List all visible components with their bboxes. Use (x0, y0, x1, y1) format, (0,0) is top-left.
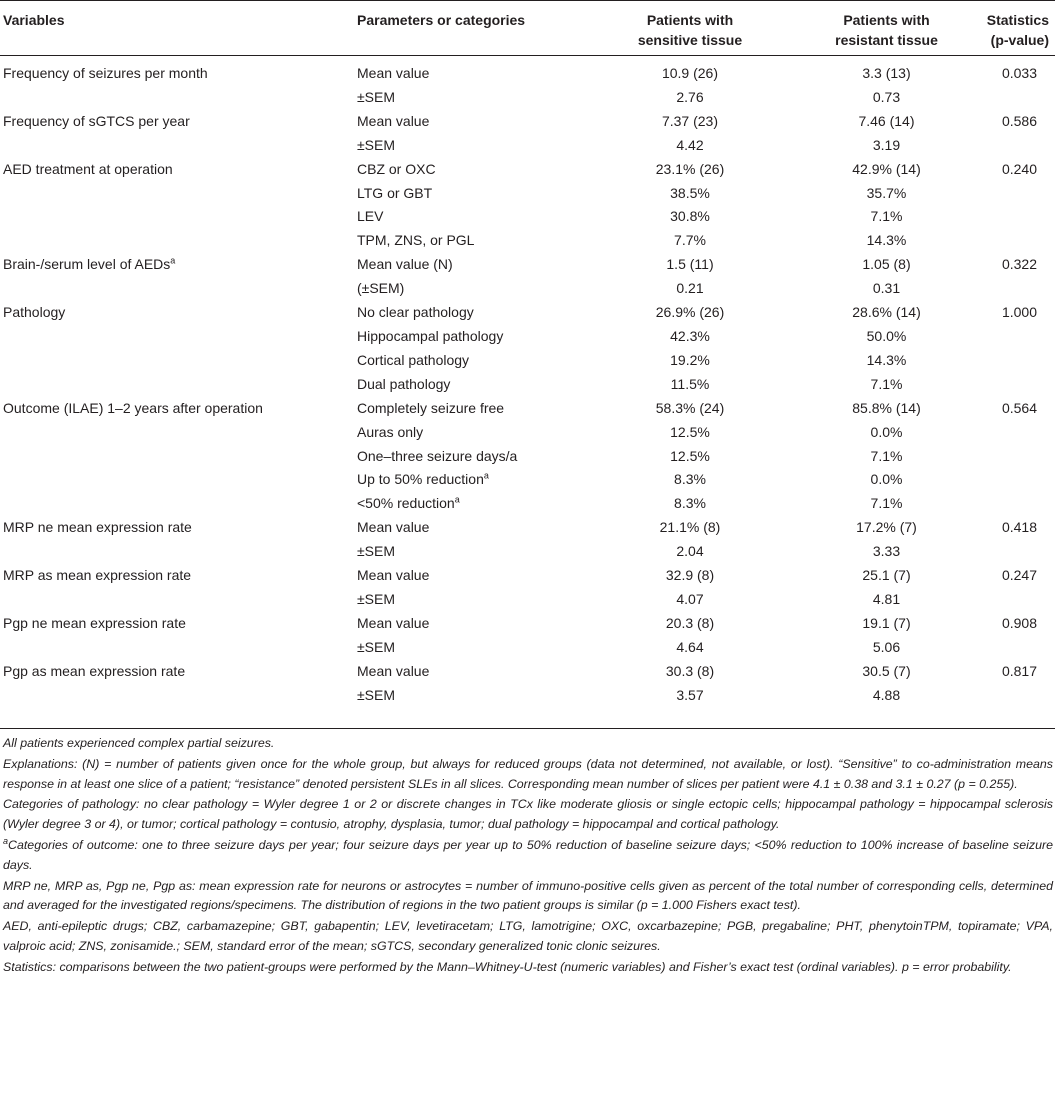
variable-cell (0, 229, 357, 253)
footnote: Statistics: comparisons between the two patient-groups were performed by the Mann–Whitney-U-test (numeric variables) and Fisher’s exact test (ordinal variables). p = error probability. (3, 959, 1012, 974)
table-row (0, 301, 1055, 325)
pvalue-cell (968, 588, 1055, 612)
pvalue-cell (968, 636, 1055, 660)
resistant-cell: 19.1 (7) (862, 614, 911, 631)
sensitive-cell: 8.3% (674, 495, 706, 512)
parameter-cell: Auras only (357, 423, 424, 440)
sensitive-cell: 2.76 (676, 88, 704, 105)
variable-cell (0, 684, 357, 708)
parameter-cell: ±SEM (357, 590, 396, 607)
table-row (0, 205, 1055, 229)
pvalue-cell (968, 373, 1055, 397)
resistant-cell: 25.1 (7) (862, 567, 911, 584)
table-row (0, 86, 1055, 110)
resistant-cell: 85.8% (14) (852, 399, 921, 416)
header-resistant: Patients with resistant tissue (835, 12, 938, 48)
pvalue-cell: 0.908 (1001, 614, 1037, 631)
pvalue-cell: 0.247 (1001, 567, 1037, 584)
sensitive-cell: 4.07 (676, 590, 704, 607)
parameter-cell: ±SEM (357, 686, 396, 703)
variable-cell (0, 373, 357, 397)
variable-cell (0, 205, 357, 229)
parameter-cell: One–three seizure days/a (357, 447, 518, 464)
variable-cell: MRP ne mean expression rate (3, 519, 192, 536)
table-row (0, 182, 1055, 206)
sensitive-cell: 20.3 (8) (665, 614, 715, 631)
header-parameters: Parameters or categories (357, 12, 526, 28)
variable-cell: Pathology (3, 304, 66, 321)
parameter-cell: No clear pathology (357, 304, 474, 321)
footnote-marker: a (483, 470, 489, 481)
sensitive-cell: 12.5% (670, 423, 710, 440)
parameter-cell: ±SEM (357, 136, 396, 153)
table-row (0, 421, 1055, 445)
sensitive-cell: 32.9 (8) (665, 567, 715, 584)
pvalue-cell (968, 445, 1055, 469)
pvalue-cell: 0.418 (1001, 519, 1037, 536)
header-sensitive: Patients with sensitive tissue (637, 12, 743, 48)
parameter-cell: Cortical pathology (357, 351, 470, 368)
parameter-cell: ±SEM (357, 638, 396, 655)
resistant-cell: 0.31 (872, 280, 901, 297)
table-row (0, 516, 1055, 540)
resistant-cell: 0.73 (872, 88, 901, 105)
parameter-cell: LTG or GBT (357, 184, 433, 201)
variable-cell: Pgp as mean expression rate (3, 662, 186, 679)
sensitive-cell: 26.9% (26) (655, 304, 725, 321)
table-row (0, 588, 1055, 612)
table-row (0, 564, 1055, 588)
resistant-cell: 50.0% (866, 327, 907, 344)
pvalue-cell (968, 205, 1055, 229)
resistant-cell: 7.1% (870, 375, 903, 392)
resistant-cell: 7.1% (870, 495, 903, 512)
table-row (0, 540, 1055, 564)
pvalue-cell (968, 492, 1055, 516)
resistant-cell: 35.7% (866, 184, 907, 201)
pvalue-cell (968, 229, 1055, 253)
parameter-cell: Mean value (357, 567, 430, 584)
pvalue-cell: 0.240 (1001, 160, 1037, 177)
resistant-cell: 14.3% (866, 351, 907, 368)
footnote-sup: a (3, 835, 9, 846)
footnote: MRP ne, MRP as, Pgp ne, Pgp as: mean expression rate for neurons or astrocytes = number of immuno-positive cells given as percent of the total number of corresponding cells, determined and averaged for the investigated regions/specimens. The distribution of regions in the two patient groups is similar (p = 1.000 Fishers exact test). (3, 878, 1053, 913)
resistant-cell: 3.33 (872, 543, 901, 560)
table-row (0, 325, 1055, 349)
resistant-cell: 7.1% (870, 208, 903, 225)
resistant-cell: 3.19 (872, 136, 901, 153)
table-footnotes (3, 734, 1053, 979)
resistant-cell: 42.9% (14) (852, 160, 921, 177)
parameter-cell: Mean value (357, 112, 430, 129)
variable-cell (0, 636, 357, 660)
pvalue-cell (968, 349, 1055, 373)
sensitive-cell: 1.5 (11) (666, 256, 714, 273)
table-row (0, 134, 1055, 158)
sensitive-cell: 58.3% (24) (655, 399, 725, 416)
pvalue-cell: 0.817 (1001, 662, 1037, 679)
variable-cell (0, 349, 357, 373)
footnote-marker: a (454, 494, 460, 505)
parameter-cell: Up to 50% reduction$^a$ (357, 470, 489, 488)
variable-cell: Brain-/serum level of AEDs$^a$ (3, 255, 176, 273)
variable-cell (0, 421, 357, 445)
sensitive-cell: 12.5% (670, 447, 710, 464)
variable-cell (0, 540, 357, 564)
pvalue-cell (968, 134, 1055, 158)
table-body (0, 56, 1055, 708)
variable-cell: MRP as mean expression rate (3, 567, 192, 584)
pvalue-cell (968, 86, 1055, 110)
parameter-cell: CBZ or OXC (357, 160, 436, 177)
parameter-cell: <50% reduction$^a$ (357, 494, 460, 512)
header-variables: Variables (3, 12, 65, 28)
parameter-cell: Mean value (357, 65, 430, 81)
table-row (0, 445, 1055, 469)
parameter-cell: Mean value (N) (357, 256, 453, 273)
table-row (0, 636, 1055, 660)
table-row (0, 229, 1055, 253)
table-row (0, 684, 1055, 708)
pvalue-cell: 0.322 (1001, 256, 1037, 273)
resistant-cell: 17.2% (7) (856, 519, 917, 536)
parameter-cell: Mean value (357, 519, 430, 536)
variable-cell (0, 588, 357, 612)
table-row (0, 612, 1055, 636)
table-bottom-rule (0, 728, 1055, 729)
variable-cell (0, 134, 357, 158)
pvalue-cell (968, 540, 1055, 564)
parameter-cell: LEV (357, 208, 384, 225)
sensitive-cell: 7.37 (23) (661, 112, 719, 129)
variable-cell: Frequency of sGTCS per year (3, 112, 190, 129)
table-row (0, 397, 1055, 421)
variable-cell (0, 277, 357, 301)
footnote-marker: a (170, 255, 176, 266)
variable-cell: Frequency of seizures per month (3, 65, 208, 81)
header-statistics: Statistics (p-value) (986, 12, 1049, 48)
variable-cell (0, 86, 357, 110)
pvalue-cell (968, 182, 1055, 206)
resistant-cell: 7.46 (14) (858, 112, 915, 129)
table-row (0, 277, 1055, 301)
resistant-cell: 4.81 (872, 590, 901, 607)
resistant-cell: 1.05 (8) (862, 256, 911, 273)
parameter-cell: Mean value (357, 662, 430, 679)
footnote: $^a$Categories of outcome: one to three seizure days per year; four seizure days per year up to 50% reduction of baseline seizure days; <50% reduction to 100% increase of baseline seizure days. (3, 835, 1053, 872)
variable-cell (0, 492, 357, 516)
pvalue-cell: 0.033 (1001, 65, 1037, 81)
parameter-cell: ±SEM (357, 543, 396, 560)
sensitive-cell: 8.3% (674, 471, 706, 488)
resistant-cell: 28.6% (14) (852, 304, 921, 321)
sensitive-cell: 10.9 (26) (661, 65, 719, 81)
table-row (0, 660, 1055, 684)
sensitive-cell: 21.1% (8) (659, 519, 721, 536)
sensitive-cell: 23.1% (26) (655, 160, 725, 177)
variable-cell (0, 445, 357, 469)
parameter-cell: Mean value (357, 614, 430, 631)
pvalue-cell (968, 421, 1055, 445)
parameter-cell: (±SEM) (357, 280, 405, 297)
sensitive-cell: 7.7% (674, 232, 706, 249)
sensitive-cell: 19.2% (670, 351, 710, 368)
table-row (0, 158, 1055, 182)
sensitive-cell: 30.8% (670, 208, 710, 225)
variable-cell: AED treatment at operation (3, 160, 173, 177)
pvalue-cell (968, 325, 1055, 349)
pvalue-cell (968, 277, 1055, 301)
resistant-cell: 30.5 (7) (862, 662, 911, 679)
sensitive-cell: 30.3 (8) (665, 662, 715, 679)
table-row (0, 56, 1055, 86)
header-row (0, 1, 1055, 56)
table-row (0, 492, 1055, 516)
footnote: Explanations: (N) = number of patients given once for the whole group, but always for reduced groups (data not determined, not available, or lost). “Sensitive” to co-administration means response in at least one slice of a patient; “resistance” denoted persistent SLEs in all slices. Corresponding mean number of slices per patient were 4.1 ± 0.38 and 3.1 ± 0.27 (p = 0.255). (3, 756, 1053, 791)
pvalue-cell: 0.586 (1001, 112, 1037, 129)
resistant-cell: 4.88 (872, 686, 901, 703)
parameter-cell: Completely seizure free (357, 399, 505, 416)
sensitive-cell: 38.5% (670, 184, 710, 201)
parameter-cell: Hippocampal pathology (357, 327, 504, 344)
resistant-cell: 5.06 (872, 638, 901, 655)
sensitive-cell: 0.21 (676, 280, 704, 297)
sensitive-cell: 2.04 (676, 543, 704, 560)
resistant-cell: 0.0% (870, 471, 903, 488)
resistant-cell: 14.3% (866, 232, 907, 249)
sensitive-cell: 4.42 (676, 136, 704, 153)
table-row (0, 349, 1055, 373)
variable-cell: Pgp ne mean expression rate (3, 614, 186, 631)
parameter-cell: ±SEM (357, 88, 396, 105)
variable-cell (0, 325, 357, 349)
pvalue-cell: 1.000 (1001, 304, 1037, 321)
table-row (0, 110, 1055, 134)
pvalue-cell (968, 684, 1055, 708)
variable-cell: Outcome (ILAE) 1–2 years after operation (3, 399, 263, 416)
pvalue-cell (968, 468, 1055, 492)
footnote: AED, anti-epileptic drugs; CBZ, carbamazepine; GBT, gabapentin; LEV, levetiracetam; LTG, lamotrigine; OXC, oxcarbazepine; PGB, pregabaline; PHT, phenytoinTPM, topiramate; VPA, valproic acid; ZNS, zonisamide.; SEM, standard error of the mean; sGTCS, secondary generalized tonic clonic seizures. (3, 919, 1053, 953)
table-row (0, 253, 1055, 277)
variable-cell (0, 182, 357, 206)
table-row (0, 373, 1055, 397)
sensitive-cell: 4.64 (676, 638, 704, 655)
table-row (0, 468, 1055, 492)
pvalue-cell: 0.564 (1001, 399, 1037, 416)
footnote: All patients experienced complex partial seizures. (3, 736, 275, 750)
resistant-cell: 0.0% (870, 423, 903, 440)
sensitive-cell: 3.57 (676, 686, 704, 703)
resistant-cell: 3.3 (13) (862, 65, 911, 81)
footnote: Categories of pathology: no clear pathology = Wyler degree 1 or 2 or discrete changes in TCx like moderate gliosis or single ectopic cells; hippocampal pathology = hippocampal sclerosis (Wyler degree 3 or 4), or tumor; cortical pathology = contusio, atrophy, dysplasia, tumor; dual pathology = hippocampal and cortical pathology. (3, 797, 1053, 832)
resistant-cell: 7.1% (870, 447, 903, 464)
sensitive-cell: 42.3% (670, 327, 710, 344)
variable-cell (0, 468, 357, 492)
sensitive-cell: 11.5% (670, 375, 710, 392)
parameter-cell: TPM, ZNS, or PGL (357, 232, 475, 249)
parameter-cell: Dual pathology (357, 375, 451, 392)
